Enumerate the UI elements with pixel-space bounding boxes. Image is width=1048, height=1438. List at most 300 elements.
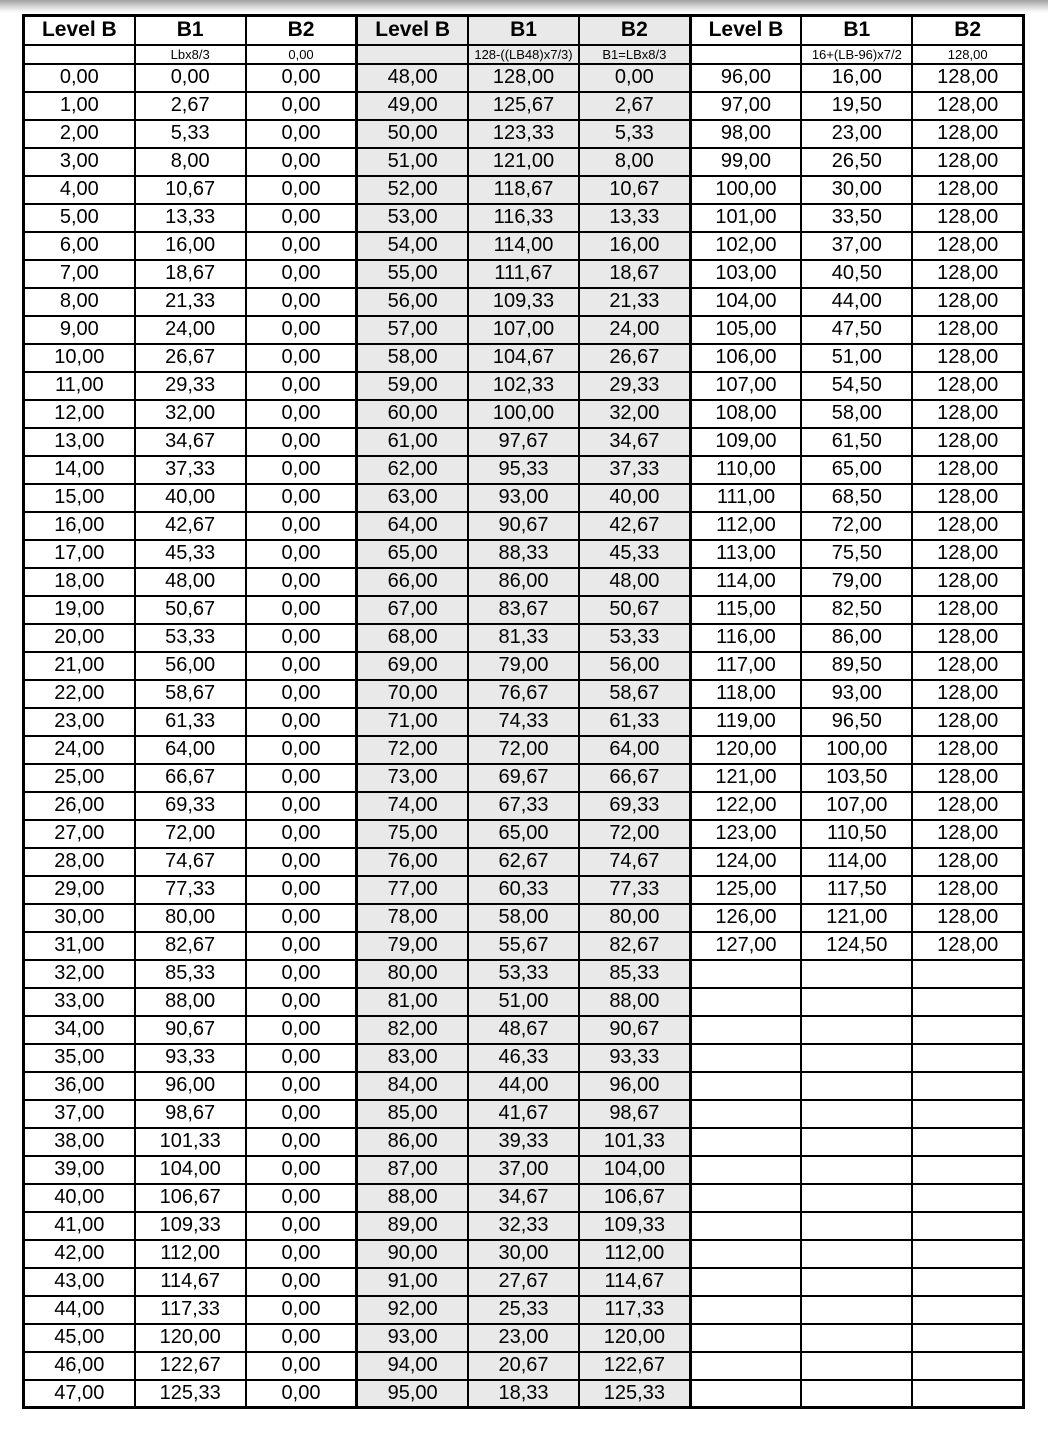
- table-cell: [912, 1016, 1023, 1044]
- table-row: [24, 820, 1024, 848]
- table-cell: 2,67: [135, 92, 246, 120]
- table-cell: 64,00: [357, 512, 468, 540]
- table-cell: [690, 1352, 801, 1380]
- table-cell: 23,00: [24, 708, 135, 736]
- table-cell: 58,67: [135, 680, 246, 708]
- table-cell: 0,00: [246, 568, 357, 596]
- table-cell: 44,00: [468, 1072, 579, 1100]
- table-cell: 52,00: [357, 176, 468, 204]
- table-cell: 0,00: [579, 64, 690, 92]
- table-cell: 114,00: [690, 568, 801, 596]
- formula-level-b-g2: [357, 45, 468, 64]
- table-cell: [690, 1156, 801, 1184]
- table-cell: 48,00: [357, 64, 468, 92]
- table-cell: 102,33: [468, 372, 579, 400]
- table-cell: [690, 1044, 801, 1072]
- table-cell: [690, 988, 801, 1016]
- header-b1-g2: B1: [468, 16, 579, 45]
- table-row: [24, 1184, 1024, 1212]
- table-cell: 0,00: [246, 904, 357, 932]
- table-cell: 128,00: [912, 932, 1023, 960]
- table-cell: [801, 1156, 912, 1184]
- header-level-b-g3: Level B: [690, 16, 801, 45]
- table-cell: 121,00: [801, 904, 912, 932]
- table-cell: 68,00: [357, 624, 468, 652]
- table-cell: 72,00: [801, 512, 912, 540]
- table-cell: 2,00: [24, 120, 135, 148]
- table-cell: 128,00: [912, 624, 1023, 652]
- table-cell: 65,00: [357, 540, 468, 568]
- table-cell: 72,00: [357, 736, 468, 764]
- table-cell: 8,00: [135, 148, 246, 176]
- formula-b1-g2: 128-((LB48)x7/3): [468, 45, 579, 64]
- table-cell: 37,33: [579, 456, 690, 484]
- table-row: [24, 232, 1024, 260]
- table-cell: 73,00: [357, 764, 468, 792]
- table-cell: 128,00: [912, 512, 1023, 540]
- table-cell: 56,00: [135, 652, 246, 680]
- table-cell: 74,00: [357, 792, 468, 820]
- table-cell: 109,33: [579, 1212, 690, 1240]
- table-row: [24, 876, 1024, 904]
- table-cell: 126,00: [690, 904, 801, 932]
- table-cell: 91,00: [357, 1268, 468, 1296]
- table-row: [24, 400, 1024, 428]
- table-cell: 0,00: [246, 204, 357, 232]
- table-cell: 51,00: [801, 344, 912, 372]
- table-cell: 0,00: [246, 1212, 357, 1240]
- table-cell: 54,00: [357, 232, 468, 260]
- table-cell: 58,00: [801, 400, 912, 428]
- table-cell: 5,33: [579, 120, 690, 148]
- table-cell: 5,00: [24, 204, 135, 232]
- table-cell: 104,67: [468, 344, 579, 372]
- table-cell: 0,00: [246, 848, 357, 876]
- table-cell: [801, 1240, 912, 1268]
- table-cell: 61,33: [579, 708, 690, 736]
- table-cell: 125,33: [579, 1380, 690, 1408]
- table-cell: 0,00: [246, 764, 357, 792]
- table-row: [24, 512, 1024, 540]
- table-cell: 41,67: [468, 1100, 579, 1128]
- table-cell: 55,67: [468, 932, 579, 960]
- table-cell: 128,00: [912, 400, 1023, 428]
- table-cell: [690, 1268, 801, 1296]
- table-cell: 106,67: [135, 1184, 246, 1212]
- table-cell: 48,67: [468, 1016, 579, 1044]
- table-cell: 128,00: [912, 204, 1023, 232]
- table-row: [24, 120, 1024, 148]
- table-cell: 66,67: [579, 764, 690, 792]
- table-cell: 70,00: [357, 680, 468, 708]
- table-cell: 110,50: [801, 820, 912, 848]
- table-cell: 32,33: [468, 1212, 579, 1240]
- table-cell: 53,00: [357, 204, 468, 232]
- table-cell: 128,00: [912, 428, 1023, 456]
- header-level-b-g1: Level B: [24, 16, 135, 45]
- table-cell: 125,33: [135, 1380, 246, 1408]
- table-cell: 128,00: [912, 876, 1023, 904]
- table-cell: 82,67: [135, 932, 246, 960]
- table-cell: 128,00: [912, 232, 1023, 260]
- table-cell: [912, 1212, 1023, 1240]
- table-cell: [801, 1184, 912, 1212]
- table-cell: 0,00: [246, 1296, 357, 1324]
- table-cell: 90,67: [135, 1016, 246, 1044]
- table-cell: [690, 1212, 801, 1240]
- table-cell: 39,33: [468, 1128, 579, 1156]
- table-cell: [801, 1128, 912, 1156]
- table-cell: 62,67: [468, 848, 579, 876]
- table-row: [24, 344, 1024, 372]
- table-cell: 26,67: [135, 344, 246, 372]
- table-cell: 117,33: [135, 1296, 246, 1324]
- table-row: [24, 1100, 1024, 1128]
- table-cell: 10,67: [135, 176, 246, 204]
- table-cell: 103,00: [690, 260, 801, 288]
- table-cell: 0,00: [246, 820, 357, 848]
- table-cell: 0,00: [246, 1156, 357, 1184]
- table-cell: 116,00: [690, 624, 801, 652]
- table-cell: 104,00: [579, 1156, 690, 1184]
- table-cell: [690, 1072, 801, 1100]
- table-cell: 114,00: [468, 232, 579, 260]
- table-cell: 30,00: [468, 1240, 579, 1268]
- table-cell: 97,00: [690, 92, 801, 120]
- table-cell: 80,00: [135, 904, 246, 932]
- table-cell: 96,00: [135, 1072, 246, 1100]
- table-row: [24, 288, 1024, 316]
- table-cell: 128,00: [912, 568, 1023, 596]
- table-cell: 76,00: [357, 848, 468, 876]
- table-cell: 20,67: [468, 1352, 579, 1380]
- table-cell: 128,00: [912, 680, 1023, 708]
- table-cell: 125,67: [468, 92, 579, 120]
- table-cell: 75,50: [801, 540, 912, 568]
- table-row: [24, 1128, 1024, 1156]
- table-cell: 18,00: [24, 568, 135, 596]
- table-cell: 128,00: [912, 540, 1023, 568]
- table-cell: [801, 1212, 912, 1240]
- table-cell: 100,00: [468, 400, 579, 428]
- table-cell: 128,00: [912, 484, 1023, 512]
- table-cell: 128,00: [912, 820, 1023, 848]
- table-cell: 128,00: [912, 736, 1023, 764]
- table-cell: 117,00: [690, 652, 801, 680]
- table-cell: 111,67: [468, 260, 579, 288]
- table-cell: 128,00: [912, 456, 1023, 484]
- table-cell: 79,00: [357, 932, 468, 960]
- table-row: [24, 260, 1024, 288]
- table-cell: 96,50: [801, 708, 912, 736]
- table-cell: 0,00: [246, 176, 357, 204]
- table-cell: [912, 1268, 1023, 1296]
- level-b-table: [22, 14, 1025, 1409]
- table-row: [24, 1212, 1024, 1240]
- table-cell: [690, 960, 801, 988]
- table-cell: 90,00: [357, 1240, 468, 1268]
- table-cell: 0,00: [246, 1268, 357, 1296]
- table-cell: 24,00: [579, 316, 690, 344]
- table-cell: 94,00: [357, 1352, 468, 1380]
- table-cell: [801, 1100, 912, 1128]
- table-cell: 0,00: [246, 484, 357, 512]
- table-cell: 16,00: [801, 64, 912, 92]
- table-row: [24, 204, 1024, 232]
- table-cell: 34,67: [468, 1184, 579, 1212]
- formula-level-b-g1: [24, 45, 135, 64]
- table-cell: 116,33: [468, 204, 579, 232]
- table-cell: 128,00: [912, 92, 1023, 120]
- table-cell: 79,00: [801, 568, 912, 596]
- table-cell: 0,00: [246, 736, 357, 764]
- table-cell: 77,33: [135, 876, 246, 904]
- table-cell: 47,50: [801, 316, 912, 344]
- table-cell: 4,00: [24, 176, 135, 204]
- table-cell: 0,00: [246, 792, 357, 820]
- table-cell: 0,00: [246, 120, 357, 148]
- table-cell: 120,00: [579, 1324, 690, 1352]
- table-cell: [690, 1296, 801, 1324]
- formula-b2-g2: B1=LBx8/3: [579, 45, 690, 64]
- table-cell: 16,00: [135, 232, 246, 260]
- table-cell: 48,00: [579, 568, 690, 596]
- table-cell: 38,00: [24, 1128, 135, 1156]
- table-cell: 18,33: [468, 1380, 579, 1408]
- table-cell: 124,00: [690, 848, 801, 876]
- header-level-b-g2: Level B: [357, 16, 468, 45]
- table-cell: 47,00: [24, 1380, 135, 1408]
- table-cell: 58,67: [579, 680, 690, 708]
- table-row: [24, 848, 1024, 876]
- table-cell: 40,00: [24, 1184, 135, 1212]
- table-cell: 128,00: [912, 344, 1023, 372]
- header-b1-g1: B1: [135, 16, 246, 45]
- table-row: [24, 680, 1024, 708]
- table-cell: 0,00: [246, 540, 357, 568]
- table-cell: 32,00: [24, 960, 135, 988]
- table-cell: 128,00: [912, 596, 1023, 624]
- table-cell: 58,00: [468, 904, 579, 932]
- table-cell: 109,33: [135, 1212, 246, 1240]
- table-cell: 0,00: [246, 960, 357, 988]
- table-cell: 92,00: [357, 1296, 468, 1324]
- table-cell: 0,00: [246, 988, 357, 1016]
- table-row: [24, 148, 1024, 176]
- page-top-shadow: [0, 0, 1048, 13]
- table-cell: 107,00: [690, 372, 801, 400]
- table-cell: 26,67: [579, 344, 690, 372]
- table-cell: 125,00: [690, 876, 801, 904]
- table-cell: 8,00: [24, 288, 135, 316]
- table-cell: 0,00: [246, 1128, 357, 1156]
- formula-row: [24, 45, 1024, 64]
- table-cell: 78,00: [357, 904, 468, 932]
- table-body: [24, 64, 1024, 1408]
- table-cell: 34,00: [24, 1016, 135, 1044]
- table-cell: 122,67: [135, 1352, 246, 1380]
- table-cell: 0,00: [246, 708, 357, 736]
- table-cell: 0,00: [246, 1380, 357, 1408]
- table-cell: [801, 1044, 912, 1072]
- table-cell: 42,67: [579, 512, 690, 540]
- table-cell: [912, 1240, 1023, 1268]
- table-cell: 112,00: [135, 1240, 246, 1268]
- table-cell: 74,33: [468, 708, 579, 736]
- table-cell: 8,00: [579, 148, 690, 176]
- header-b1-g3: B1: [801, 16, 912, 45]
- table-cell: 69,67: [468, 764, 579, 792]
- table-cell: 77,33: [579, 876, 690, 904]
- table-cell: 24,00: [135, 316, 246, 344]
- table-cell: 90,67: [468, 512, 579, 540]
- table-row: [24, 316, 1024, 344]
- table-cell: 89,50: [801, 652, 912, 680]
- table-cell: 61,50: [801, 428, 912, 456]
- table-cell: 93,00: [357, 1324, 468, 1352]
- table-cell: [801, 1352, 912, 1380]
- table-row: [24, 932, 1024, 960]
- table-cell: 114,67: [135, 1268, 246, 1296]
- table-cell: 32,00: [579, 400, 690, 428]
- table-cell: 0,00: [246, 932, 357, 960]
- table-cell: 61,33: [135, 708, 246, 736]
- table-cell: 102,00: [690, 232, 801, 260]
- table-cell: 58,00: [357, 344, 468, 372]
- table-cell: 128,00: [912, 316, 1023, 344]
- formula-b2-g3: 128,00: [912, 45, 1023, 64]
- table-cell: 65,00: [468, 820, 579, 848]
- table-cell: 36,00: [24, 1072, 135, 1100]
- table-cell: 86,00: [801, 624, 912, 652]
- table-cell: 98,67: [579, 1100, 690, 1128]
- table-row: [24, 1240, 1024, 1268]
- table-cell: 128,00: [912, 288, 1023, 316]
- table-cell: 15,00: [24, 484, 135, 512]
- table-cell: 86,00: [357, 1128, 468, 1156]
- table-cell: 0,00: [246, 1184, 357, 1212]
- table-cell: 16,00: [24, 512, 135, 540]
- table-cell: [690, 1128, 801, 1156]
- table-cell: 37,00: [24, 1100, 135, 1128]
- table-cell: 0,00: [246, 1240, 357, 1268]
- table-cell: 95,00: [357, 1380, 468, 1408]
- table-cell: 128,00: [468, 64, 579, 92]
- table-cell: 69,33: [579, 792, 690, 820]
- table-row: [24, 736, 1024, 764]
- table-cell: 109,00: [690, 428, 801, 456]
- table-cell: 128,00: [912, 848, 1023, 876]
- table-cell: 65,00: [801, 456, 912, 484]
- table-cell: 101,00: [690, 204, 801, 232]
- table-cell: 0,00: [246, 680, 357, 708]
- table-cell: 112,00: [579, 1240, 690, 1268]
- table-cell: 0,00: [246, 400, 357, 428]
- table-cell: 13,33: [579, 204, 690, 232]
- table-cell: 101,33: [579, 1128, 690, 1156]
- table-row: [24, 1268, 1024, 1296]
- table-cell: 60,33: [468, 876, 579, 904]
- table-cell: 43,00: [24, 1268, 135, 1296]
- table-cell: 29,33: [135, 372, 246, 400]
- table-cell: 19,50: [801, 92, 912, 120]
- table-cell: 21,00: [24, 652, 135, 680]
- table-cell: 56,00: [357, 288, 468, 316]
- table-cell: 0,00: [246, 92, 357, 120]
- table-row: [24, 372, 1024, 400]
- table-cell: 20,00: [24, 624, 135, 652]
- table-cell: 18,67: [579, 260, 690, 288]
- table-row: [24, 624, 1024, 652]
- table-cell: 93,00: [468, 484, 579, 512]
- table-cell: 81,00: [357, 988, 468, 1016]
- table-cell: 23,00: [468, 1324, 579, 1352]
- table-row: [24, 1156, 1024, 1184]
- table-cell: 27,00: [24, 820, 135, 848]
- table-cell: [690, 1016, 801, 1044]
- table-cell: [801, 1268, 912, 1296]
- table-row: [24, 568, 1024, 596]
- table-cell: 72,00: [579, 820, 690, 848]
- table-row: [24, 484, 1024, 512]
- table-cell: 88,00: [357, 1184, 468, 1212]
- table-cell: 44,00: [24, 1296, 135, 1324]
- table-cell: 82,00: [357, 1016, 468, 1044]
- table-cell: 72,00: [135, 820, 246, 848]
- table-cell: 64,00: [579, 736, 690, 764]
- table-cell: 1,00: [24, 92, 135, 120]
- table-cell: 25,33: [468, 1296, 579, 1324]
- table-cell: [801, 1324, 912, 1352]
- table-cell: 123,33: [468, 120, 579, 148]
- table-cell: 31,00: [24, 932, 135, 960]
- table-cell: 106,67: [579, 1184, 690, 1212]
- table-row: [24, 904, 1024, 932]
- table-cell: 128,00: [912, 708, 1023, 736]
- table-cell: 32,00: [135, 400, 246, 428]
- table-cell: 33,50: [801, 204, 912, 232]
- table-cell: 0,00: [246, 1100, 357, 1128]
- formula-b1-g1: Lbx8/3: [135, 45, 246, 64]
- table-cell: 0,00: [24, 64, 135, 92]
- table-cell: 64,00: [135, 736, 246, 764]
- header-row: [24, 16, 1024, 45]
- table-cell: [690, 1324, 801, 1352]
- table-cell: 82,67: [579, 932, 690, 960]
- table-cell: 11,00: [24, 372, 135, 400]
- table-cell: 69,00: [357, 652, 468, 680]
- table-cell: 40,00: [579, 484, 690, 512]
- table-cell: 10,00: [24, 344, 135, 372]
- table-cell: 0,00: [246, 512, 357, 540]
- table-cell: 0,00: [246, 1016, 357, 1044]
- table-cell: 128,00: [912, 792, 1023, 820]
- table-cell: 76,67: [468, 680, 579, 708]
- table-cell: 107,00: [801, 792, 912, 820]
- table-cell: 3,00: [24, 148, 135, 176]
- table-row: [24, 1352, 1024, 1380]
- table-header: [24, 16, 1024, 64]
- table-cell: 89,00: [357, 1212, 468, 1240]
- table-cell: 26,50: [801, 148, 912, 176]
- table-cell: [690, 1240, 801, 1268]
- table-row: [24, 1324, 1024, 1352]
- table-cell: 108,00: [690, 400, 801, 428]
- table-cell: 128,00: [912, 260, 1023, 288]
- table-cell: 37,00: [468, 1156, 579, 1184]
- table-cell: 54,50: [801, 372, 912, 400]
- table-cell: 83,67: [468, 596, 579, 624]
